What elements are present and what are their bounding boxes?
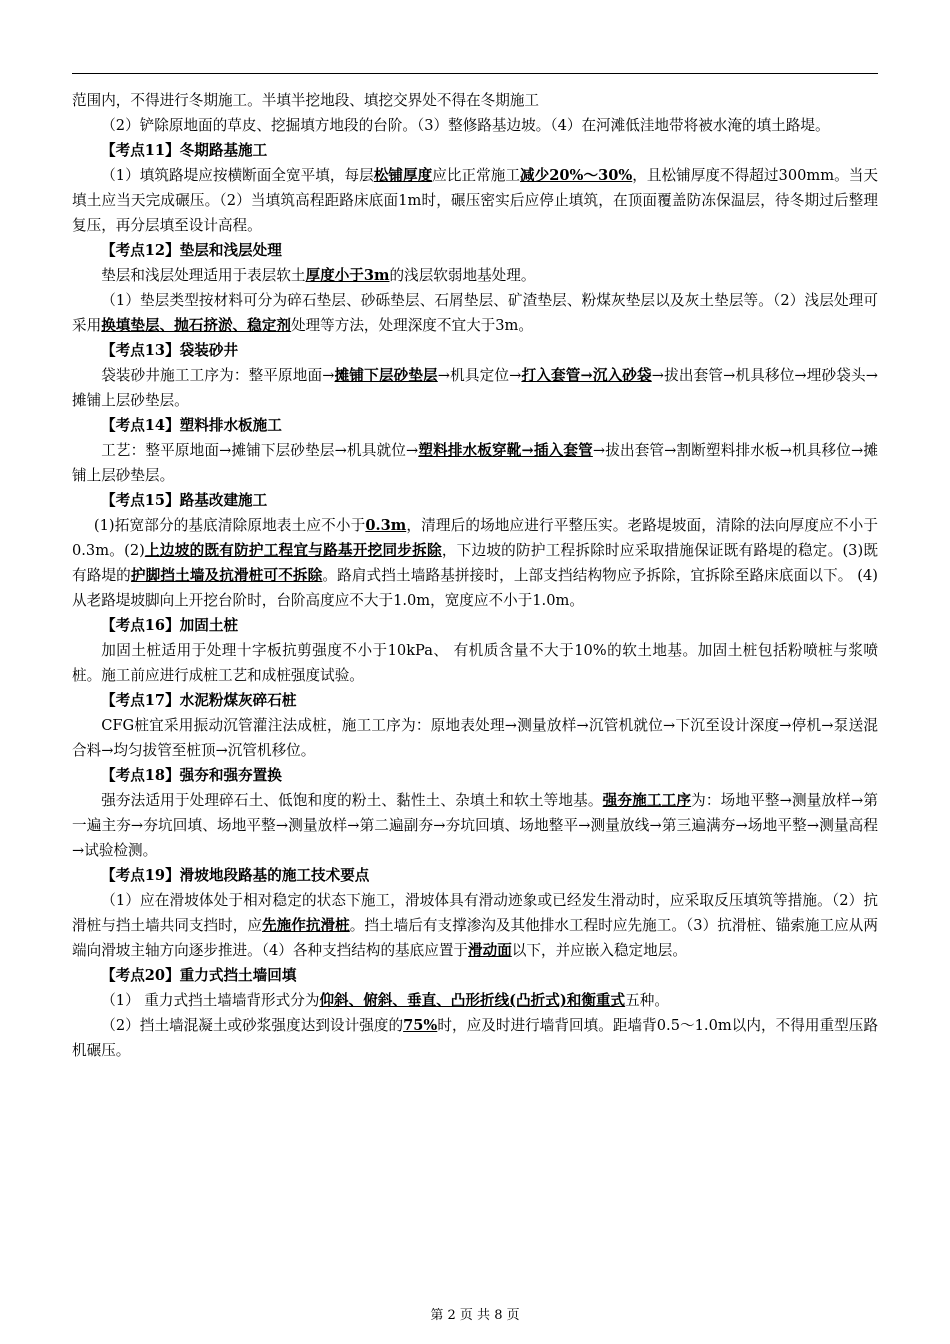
text-run: 时，应及时进行墙背回填。距墙背0.5～1.0m以内，不得用重型压路机碾压。	[72, 1017, 878, 1059]
header-rule	[72, 73, 878, 74]
document-body	[72, 88, 878, 1063]
text-run: 工艺：整平原地面→摊铺下层砂垫层→机具就位→	[101, 442, 419, 459]
text-run: 。路肩式挡土墙路基拼接时，上部支挡结构物应予拆除，宜拆除至路床底面以下。 (4)从老路堤坡脚向上开挖台阶时，台阶高度应不大于1.0m，宽度应不小于1.0m。	[72, 567, 878, 609]
key-phrase: 滑动面	[468, 942, 512, 959]
text-run: 袋装砂井施工工序为：整平原地面→	[101, 367, 335, 384]
text-run: 强夯法适用于处理碎石土、低饱和度的粉土、黏性土、杂填土和软土等地基。	[101, 792, 603, 809]
key-phrase: 仰斜、俯斜、垂直、凸形折线(凸折式)和衡重式	[319, 992, 626, 1009]
text-run: 以下，并应嵌入稳定地层。	[511, 942, 687, 959]
section-heading: 【考点12】垫层和浅层处理	[101, 242, 282, 259]
paragraph	[72, 513, 878, 613]
text-run: →拔出套管→机具移位→埋砂袋头→摊铺上层砂垫层。	[72, 367, 878, 409]
text-run: ，清理后的场地应进行平整压实。老路堤坡面，清除的法向厚度应不小于0.3m。(2)	[72, 517, 878, 559]
paragraph	[72, 288, 878, 338]
text-run: CFG桩宜采用振动沉管灌注法成桩，施工工序为：原地表处理→测量放样→沉管机就位→下沉至设计深度→停机→泵送混合料→均匀拔管至桩顶→沉管机移位。	[72, 717, 878, 759]
paragraph	[72, 888, 878, 963]
paragraph	[72, 88, 878, 113]
paragraph	[72, 363, 878, 413]
text-run: （1）垫层类型按材料可分为碎石垫层、砂砾垫层、石屑垫层、矿渣垫层、粉煤灰垫层以及灰土垫层等。（2）浅层处理可采用	[72, 292, 878, 334]
text-run: （2）挡土墙混凝土或砂浆强度达到设计强度的	[101, 1017, 404, 1034]
text-run: 。挡土墙后有支撑渗沟及其他排水工程时应先施工。（3）抗滑桩、锚索施工应从两端向滑坡主轴方向逐步推进。（4）各种支挡结构的基底应置于	[72, 917, 878, 959]
paragraph	[72, 638, 878, 688]
text-run: 垫层和浅层处理适用于表层软土	[101, 267, 306, 284]
key-phrase: 护脚挡土墙及抗滑桩可不拆除	[130, 567, 323, 584]
page-footer: 第 2 页 共 8 页	[430, 1308, 520, 1323]
key-phrase: 先施作抗滑桩	[262, 917, 350, 934]
paragraph	[72, 113, 878, 138]
key-phrase: 强夯施工工序	[602, 792, 692, 809]
section-heading: 【考点15】路基改建施工	[101, 492, 268, 509]
text-run: ，下边坡的防护工程拆除时应采取措施保证既有路堤的稳定。(3)既有路堤的	[72, 542, 878, 584]
key-phrase: 松铺厚度	[373, 167, 433, 184]
key-phrase: 摊铺下层砂垫层	[334, 367, 438, 384]
text-run: （1）填筑路堤应按横断面全宽平填，每层	[101, 167, 374, 184]
paragraph	[72, 1013, 878, 1063]
text-run: 为：场地平整→测量放样→第一遍主夯→夯坑回填、场地平整→测量放样→第二遍副夯→夯坑回填、场地整平→测量放线→第三遍满夯→场地平整→测量高程→试验检测。	[72, 792, 878, 859]
section-heading: 【考点16】加固土桩	[101, 617, 239, 634]
key-phrase: 0.3m	[365, 517, 407, 534]
paragraph	[72, 988, 878, 1013]
paragraph	[72, 163, 878, 238]
text-run: 五种。	[625, 992, 669, 1009]
section-heading: 【考点18】强夯和强夯置换	[101, 767, 282, 784]
text-run: 处理等方法，处理深度不宜大于3m。	[290, 317, 533, 334]
paragraph	[72, 438, 878, 488]
section-heading: 【考点13】袋装砂井	[101, 342, 239, 359]
section-heading: 【考点11】冬期路基施工	[101, 142, 268, 159]
text-run: (1)拓宽部分的基底清除原地表土应不小于	[93, 517, 366, 534]
text-run: （1） 重力式挡土墙墙背形式分为	[101, 992, 320, 1009]
text-run: 的浅层软弱地基处理。	[389, 267, 536, 284]
key-phrase: 减少20%～30%	[520, 167, 633, 184]
text-run: 加固土桩适用于处理十字板抗剪强度不小于10kPa、 有机质含量不大于10%的软土地基。加固土桩包括粉喷桩与浆喷桩。施工前应进行成桩工艺和成桩强度试验。	[72, 642, 878, 684]
paragraph	[72, 788, 878, 863]
key-phrase: 75%	[403, 1017, 438, 1034]
text-run: （2）铲除原地面的草皮、挖掘填方地段的台阶。（3）整修路基边坡。（4）在河滩低洼地带将被水淹的填土路堤。	[101, 117, 830, 134]
key-phrase: 厚度小于3m	[305, 267, 390, 284]
text-run: 范围内，不得进行冬期施工。半填半挖地段、填挖交界处不得在冬期施工	[72, 92, 540, 109]
text-run: （1）应在滑坡体处于相对稳定的状态下施工，滑坡体具有滑动迹象或已经发生滑动时，应采取反压填筑等措施。（2）抗滑桩与挡土墙共同支挡时，应	[72, 892, 878, 934]
text-run: 应比正常施工	[432, 167, 520, 184]
paragraph	[72, 263, 878, 288]
key-phrase: 上边坡的既有防护工程宜与路基开挖同步拆除	[144, 542, 442, 559]
paragraph	[72, 713, 878, 763]
text-run: ，且松铺厚度不得超过300mm。当天填土应当天完成碾压。（2）当填筑高程距路床底面1m时，碾压密实后应停止填筑，在顶面覆盖防冻保温层，待冬期过后整理复压，再分层填至设计高程。	[72, 167, 878, 234]
section-heading: 【考点19】滑坡地段路基的施工技术要点	[101, 867, 370, 884]
section-heading: 【考点14】塑料排水板施工	[101, 417, 282, 434]
key-phrase: 打入套管→沉入砂袋	[521, 367, 652, 384]
text-run: →机具定位→	[437, 367, 522, 384]
key-phrase: 换填垫层、抛石挤淤、稳定剂	[101, 317, 291, 334]
section-heading: 【考点20】重力式挡土墙回填	[101, 967, 297, 984]
section-heading: 【考点17】水泥粉煤灰碎石桩	[101, 692, 297, 709]
text-run: →拔出套管→割断塑料排水板→机具移位→摊铺上层砂垫层。	[72, 442, 879, 484]
key-phrase: 塑料排水板穿靴→插入套管	[418, 442, 593, 459]
